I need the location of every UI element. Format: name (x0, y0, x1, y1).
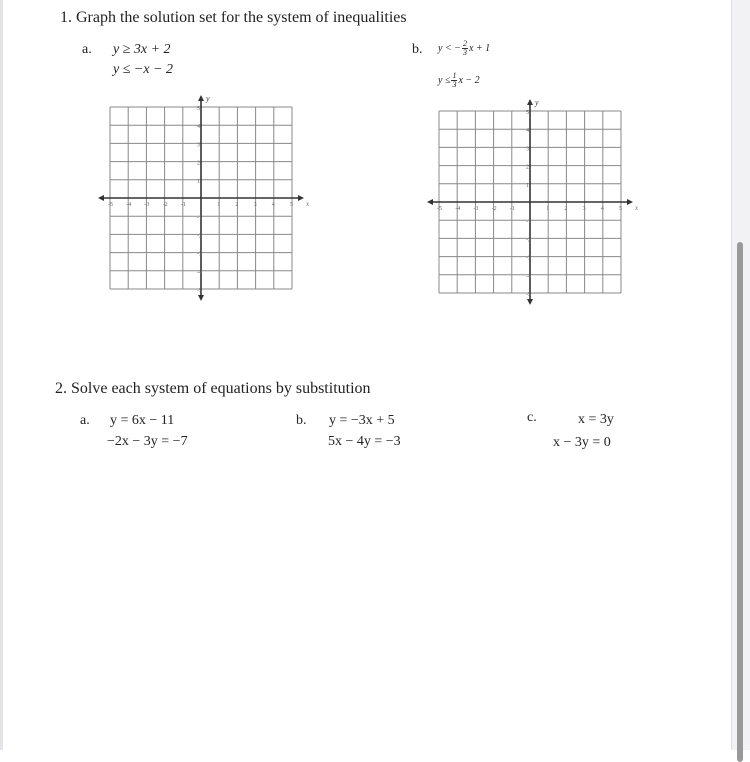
y-tick-label: -1 (526, 219, 531, 226)
problem-2b-equation-1: y = −3x + 5 (329, 413, 395, 428)
ineq-right: x − 2 (458, 74, 480, 86)
problem-1b-label: b. (412, 42, 423, 57)
problem-1a-inequality-2: y ≤ −x − 2 (113, 62, 174, 77)
x-tick-label: -2 (162, 202, 168, 208)
fraction (462, 40, 468, 57)
fraction (451, 72, 457, 89)
y-tick-label: -3 (526, 255, 531, 262)
denominator: 3 (462, 48, 467, 57)
problem-2a-equation-2: −2x − 3y = −7 (107, 434, 188, 449)
problem-2c-equation-1: x = 3y (578, 412, 614, 427)
x-tick-label: 1 (546, 206, 550, 212)
x-axis-left-arrow-icon (98, 195, 104, 201)
y-tick-label: 2 (526, 164, 529, 171)
y-tick-label: -2 (526, 237, 531, 244)
x-tick-label: 3 (253, 202, 257, 208)
numerator: 2 (462, 39, 467, 48)
y-axis-down-arrow-icon (527, 299, 533, 305)
coordinate-grid-b[interactable] (437, 98, 639, 298)
x-axis-label: x (635, 204, 639, 212)
x-tick-label: -4 (455, 206, 461, 212)
scrollbar-thumb[interactable] (737, 242, 743, 762)
page-edge-left (0, 0, 3, 750)
y-axis-down-arrow-icon (198, 295, 204, 301)
ineq-left: y ≤ (438, 74, 451, 86)
problem-1b-inequality-1 (438, 40, 490, 57)
x-tick-label: 3 (582, 206, 586, 212)
y-tick-label: 5 (197, 106, 200, 112)
numerator: 1 (452, 71, 457, 80)
x-tick-label: -2 (491, 206, 497, 212)
y-tick-label: 3 (197, 142, 200, 149)
x-axis-right-arrow-icon (298, 195, 304, 201)
x-tick-label: -3 (473, 206, 479, 212)
problem-2-heading: 2. Solve each system of equations by substitution (55, 380, 371, 397)
x-tick-label: 5 (290, 202, 293, 208)
y-tick-label: -4 (526, 273, 531, 280)
y-tick-label: 4 (197, 124, 200, 131)
y-tick-label: -5 (526, 292, 531, 298)
x-tick-label: 2 (235, 202, 239, 208)
x-tick-label: 5 (619, 206, 622, 212)
ineq-right: x + 1 (468, 42, 491, 54)
ineq-left: y < − (438, 42, 461, 54)
y-tick-label: -1 (197, 215, 202, 222)
problem-2c-label: c. (527, 410, 537, 425)
problem-1b-inequality-2 (438, 72, 480, 89)
problem-2a-label: a. (80, 413, 90, 428)
y-tick-label: 4 (526, 128, 529, 135)
problem-2b-equation-2: 5x − 4y = −3 (328, 434, 401, 449)
problem-1a-inequality-1: y ≥ 3x + 2 (113, 42, 171, 57)
x-tick-label: -1 (509, 206, 515, 212)
x-tick-label: -5 (108, 202, 113, 208)
y-tick-label: 5 (526, 110, 529, 116)
x-tick-label: 1 (217, 202, 221, 208)
x-tick-label: 4 (600, 206, 604, 212)
y-tick-label: 3 (526, 146, 529, 153)
y-tick-label: 2 (197, 160, 200, 167)
denominator: 3 (452, 80, 457, 89)
x-axis-label: x (306, 200, 310, 208)
y-tick-label: -5 (197, 288, 202, 294)
y-tick-label: -3 (197, 251, 202, 258)
problem-1a-label: a. (82, 42, 92, 57)
y-tick-label: -4 (197, 269, 202, 276)
problem-2c-equation-2: x − 3y = 0 (553, 435, 611, 450)
problem-1-heading: 1. Graph the solution set for the system of inequalities (60, 9, 407, 26)
x-tick-label: 4 (271, 202, 275, 208)
x-tick-label: -1 (180, 202, 186, 208)
y-tick-label: 1 (526, 182, 529, 189)
problem-2b-label: b. (296, 413, 307, 428)
x-tick-label: -5 (437, 206, 442, 212)
problem-2a-equation-1: y = 6x − 11 (110, 413, 175, 428)
y-tick-label: -2 (197, 233, 202, 240)
y-axis-label: y (535, 98, 539, 107)
x-tick-label: -4 (126, 202, 132, 208)
x-tick-label: 2 (564, 206, 568, 212)
x-tick-label: -3 (144, 202, 150, 208)
y-axis-label: y (206, 94, 210, 103)
y-axis-up-arrow-icon (198, 95, 204, 101)
x-axis-right-arrow-icon (627, 199, 633, 205)
coordinate-grid-a[interactable] (108, 94, 310, 294)
x-axis-left-arrow-icon (427, 199, 433, 205)
y-axis-up-arrow-icon (527, 99, 533, 105)
y-tick-label: 1 (197, 178, 200, 185)
